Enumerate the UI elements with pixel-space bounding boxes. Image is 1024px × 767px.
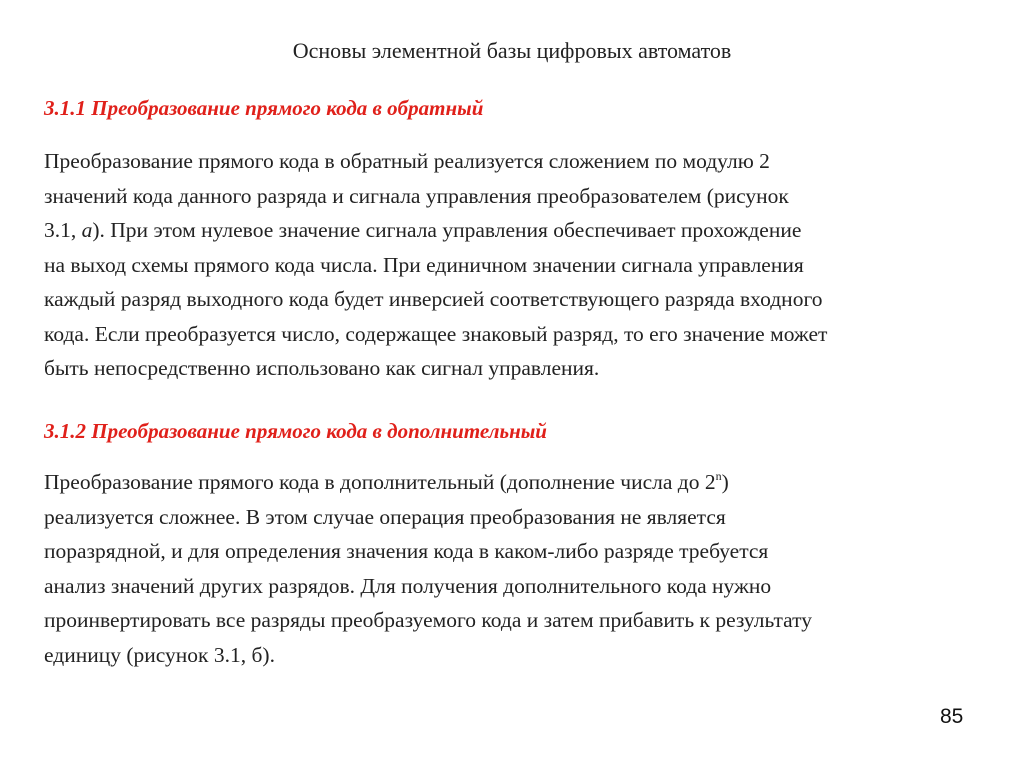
section-1-paragraph [44,144,984,386]
text-fragment: Преобразование прямого кода в дополнительный (дополнение числа до 2 [44,470,716,494]
section-heading-3-1-2: 3.1.2 Преобразование прямого кода в дополнительный [44,419,547,443]
text-fragment: 3.1, [44,218,82,242]
paragraph-line: значений кода данного разряда и сигнала управления преобразователем (рисунок [44,183,789,208]
italic-fragment: а [81,218,93,242]
section-2-paragraph [44,465,984,672]
paragraph-line: проинвертировать все разряды преобразуемого кода и затем прибавить к результату [44,608,812,632]
paragraph-line [44,465,984,500]
paragraph-line: реализуется сложнее. В этом случае операция преобразования не является [44,504,726,529]
page-title: Основы элементной базы цифровых автоматов [292,38,732,63]
paragraph-line: анализ значений других разрядов. Для получения дополнительного кода нужно [44,573,772,598]
paragraph-line: кода. Если преобразуется число, содержащее знаковый разряд, то его значение может [44,321,828,346]
section-heading-3-1-1: 3.1.1 Преобразование прямого кода в обратный [44,96,484,120]
text-fragment: ). При этом нулевое значение сигнала управления обеспечивает прохождение [92,218,802,242]
paragraph-line: каждый разряд выходного кода будет инверсией соответствующего разряда входного [44,287,823,311]
superscript-n: n [715,469,722,483]
paragraph-line: быть непосредственно использовано как сигнал управления. [44,356,600,380]
paragraph-line: Преобразование прямого кода в обратный реализуется сложением по модулю 2 [44,149,770,173]
paragraph-line: поразрядной, и для определения значения кода в каком-либо разряде требуется [44,539,769,563]
paragraph-line [44,213,984,248]
paragraph-line: на выход схемы прямого кода числа. При единичном значении сигнала управления [44,252,804,277]
paragraph-line: единицу (рисунок 3.1, б). [44,642,275,667]
page-number: 85 [940,705,964,728]
text-fragment: ) [721,470,729,494]
